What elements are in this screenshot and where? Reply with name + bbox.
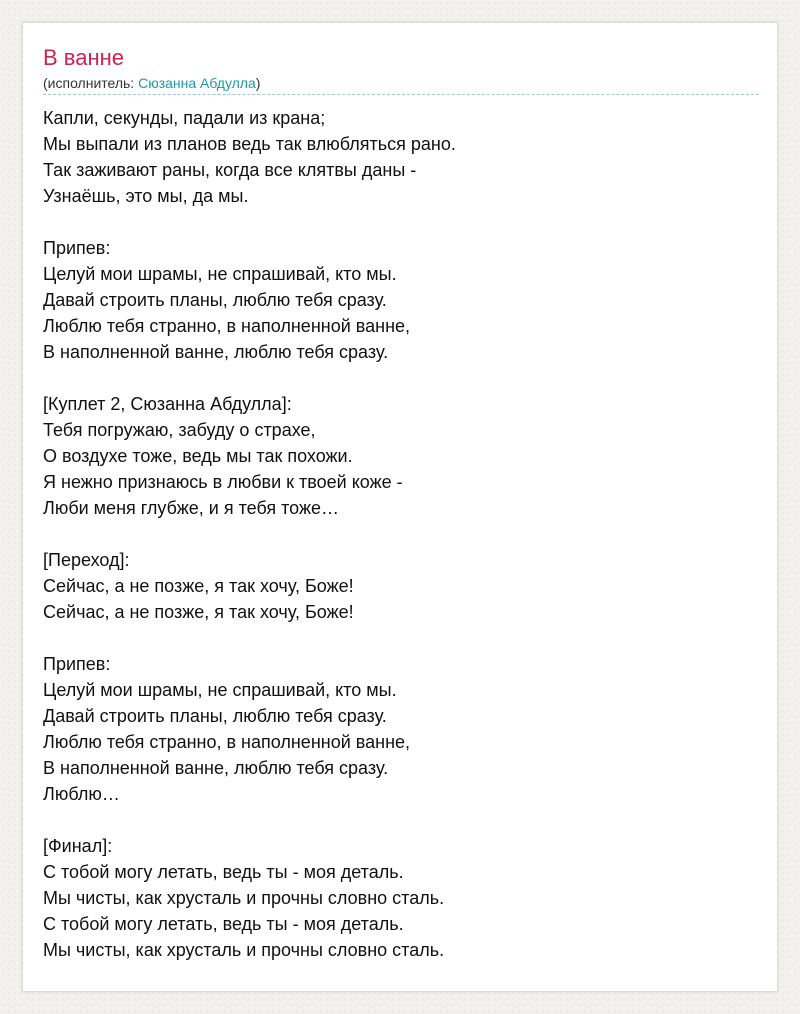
lyrics-line: Припев: — [43, 238, 111, 258]
lyrics-line: С тобой могу летать, ведь ты - моя деталь. — [43, 914, 404, 934]
divider — [43, 94, 759, 95]
lyrics-text — [43, 105, 456, 963]
artist-suffix: ) — [255, 75, 261, 91]
lyrics-line: Мы чисты, как хрусталь и прочны словно сталь. — [43, 940, 445, 960]
lyrics-line: В наполненной ванне, люблю тебя сразу. — [43, 758, 389, 778]
lyrics-line: Давай строить планы, люблю тебя сразу. — [43, 290, 387, 310]
artist-link[interactable]: Сюзанна Абдулла — [138, 75, 256, 91]
artist-prefix: (исполнитель: — [43, 75, 139, 91]
song-title: В ванне — [43, 45, 124, 70]
lyrics-line: Мы чисты, как хрусталь и прочны словно сталь. — [43, 888, 445, 908]
lyrics-line: Припев: — [43, 654, 111, 674]
lyrics-line: Люблю… — [43, 784, 120, 804]
lyrics-line: С тобой могу летать, ведь ты - моя деталь. — [43, 862, 404, 882]
artist-line — [43, 74, 260, 92]
lyrics-blank-line — [43, 209, 456, 235]
lyrics-blank-line — [43, 365, 456, 391]
lyrics-line: Тебя погружаю, забуду о страхе, — [43, 420, 316, 440]
lyrics-line: Сейчас, а не позже, я так хочу, Боже! — [43, 576, 354, 596]
lyrics-line: Узнаёшь, это мы, да мы. — [43, 186, 249, 206]
lyrics-line: Люби меня глубже, и я тебя тоже… — [43, 498, 340, 518]
lyrics-blank-line — [43, 625, 456, 651]
lyrics-line: [Финал]: — [43, 836, 113, 856]
lyrics-line: Люблю тебя странно, в наполненной ванне, — [43, 732, 411, 752]
lyrics-line: [Куплет 2, Сюзанна Абдулла]: — [43, 394, 292, 414]
lyrics-blank-line — [43, 807, 456, 833]
lyrics-line: Мы выпали из планов ведь так влюбляться рано. — [43, 134, 456, 154]
lyrics-line: Так заживают раны, когда все клятвы даны - — [43, 160, 417, 180]
lyrics-line: О воздухе тоже, ведь мы так похожи. — [43, 446, 353, 466]
lyrics-line: Сейчас, а не позже, я так хочу, Боже! — [43, 602, 354, 622]
lyrics-line: [Переход]: — [43, 550, 130, 570]
lyrics-line: Капли, секунды, падали из крана; — [43, 108, 326, 128]
lyrics-line: Люблю тебя странно, в наполненной ванне, — [43, 316, 411, 336]
lyrics-blank-line — [43, 521, 456, 547]
lyrics-line: Давай строить планы, люблю тебя сразу. — [43, 706, 387, 726]
lyrics-line: Целуй мои шрамы, не спрашивай, кто мы. — [43, 680, 397, 700]
lyrics-line: Целуй мои шрамы, не спрашивай, кто мы. — [43, 264, 397, 284]
lyrics-card — [22, 22, 778, 992]
lyrics-line: В наполненной ванне, люблю тебя сразу. — [43, 342, 389, 362]
lyrics-line: Я нежно признаюсь в любви к твоей коже - — [43, 472, 403, 492]
